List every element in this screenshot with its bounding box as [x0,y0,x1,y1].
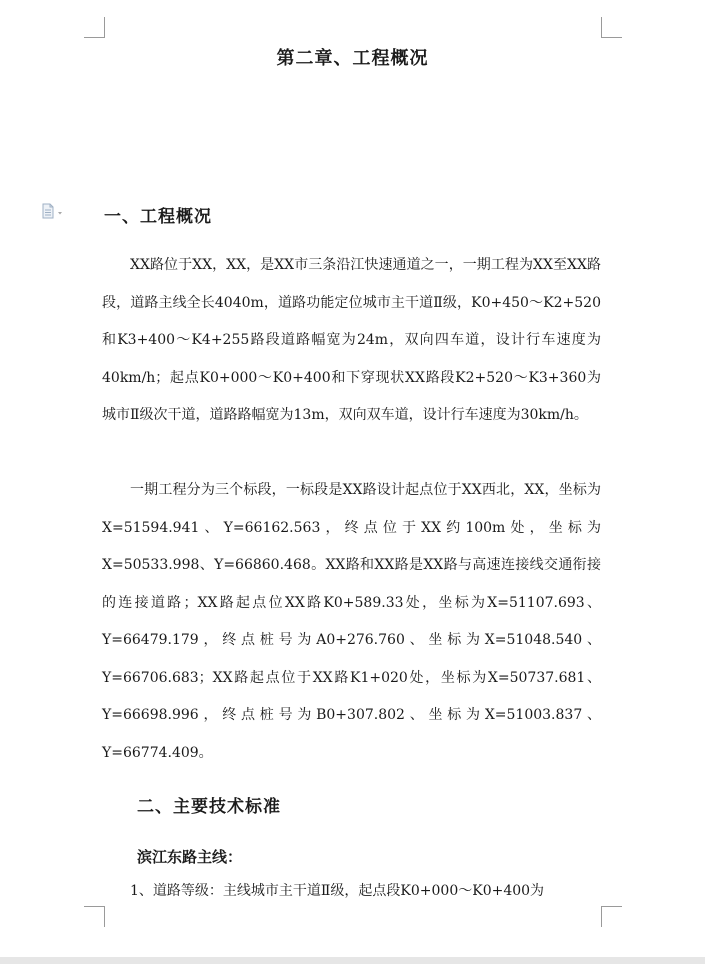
paragraph: 1、道路等级：主线城市主干道Ⅱ级，起点段K0+000～K0+400为 [130,883,545,899]
paragraph: 一期工程分为三个标段，一标段是XX路设计起点位于XX西北，XX，坐标为X=51594.941、Y=66162.563，终点位于XX约100m处，坐标为X=50533.998、Y=66860.468。XX路和XX路是XX路与高速连接线交通衔接的连接道路；XX路起点位XX路K0+589.33处，坐标为X=51107.693、Y=66479.179，终点桩号为A0+276.760、坐标为X=51048.540、Y=66706.683；XX路起点位于XX路K1+020处，坐标为X=50737.681、Y=66698.996，终点桩号为B0+307.802、坐标为X=51003.837、Y=66774.409。 [102,482,601,761]
crop-mark-top-left [84,17,105,38]
section-heading-1: 一、工程概况 [104,207,212,227]
document-icon[interactable] [41,203,65,219]
chapter-title: 第二章、工程概况 [276,48,429,69]
horizontal-scrollbar[interactable] [0,957,705,964]
section-heading-2: 二、主要技术标准 [137,797,281,817]
paragraph: XX路位于XX，XX，是XX市三条沿江快速通道之一，一期工程为XX至XX路段，道路主线全长4040m，道路功能定位城市主干道Ⅱ级，K0+450～K2+520和K3+400～K4+255路段道路幅宽为24m，双向四车道，设计行车速度为40km/h；起点K0+000～K0+400和下穿现状XX路段K2+520～K3+360为城市Ⅱ级次干道，道路路幅宽为13m，双向双车道，设计行车速度为30km/h。 [102,257,601,423]
crop-mark-top-right [601,17,622,38]
subsection-heading: 滨江东路主线： [137,848,243,866]
crop-mark-bottom-right [601,906,622,927]
